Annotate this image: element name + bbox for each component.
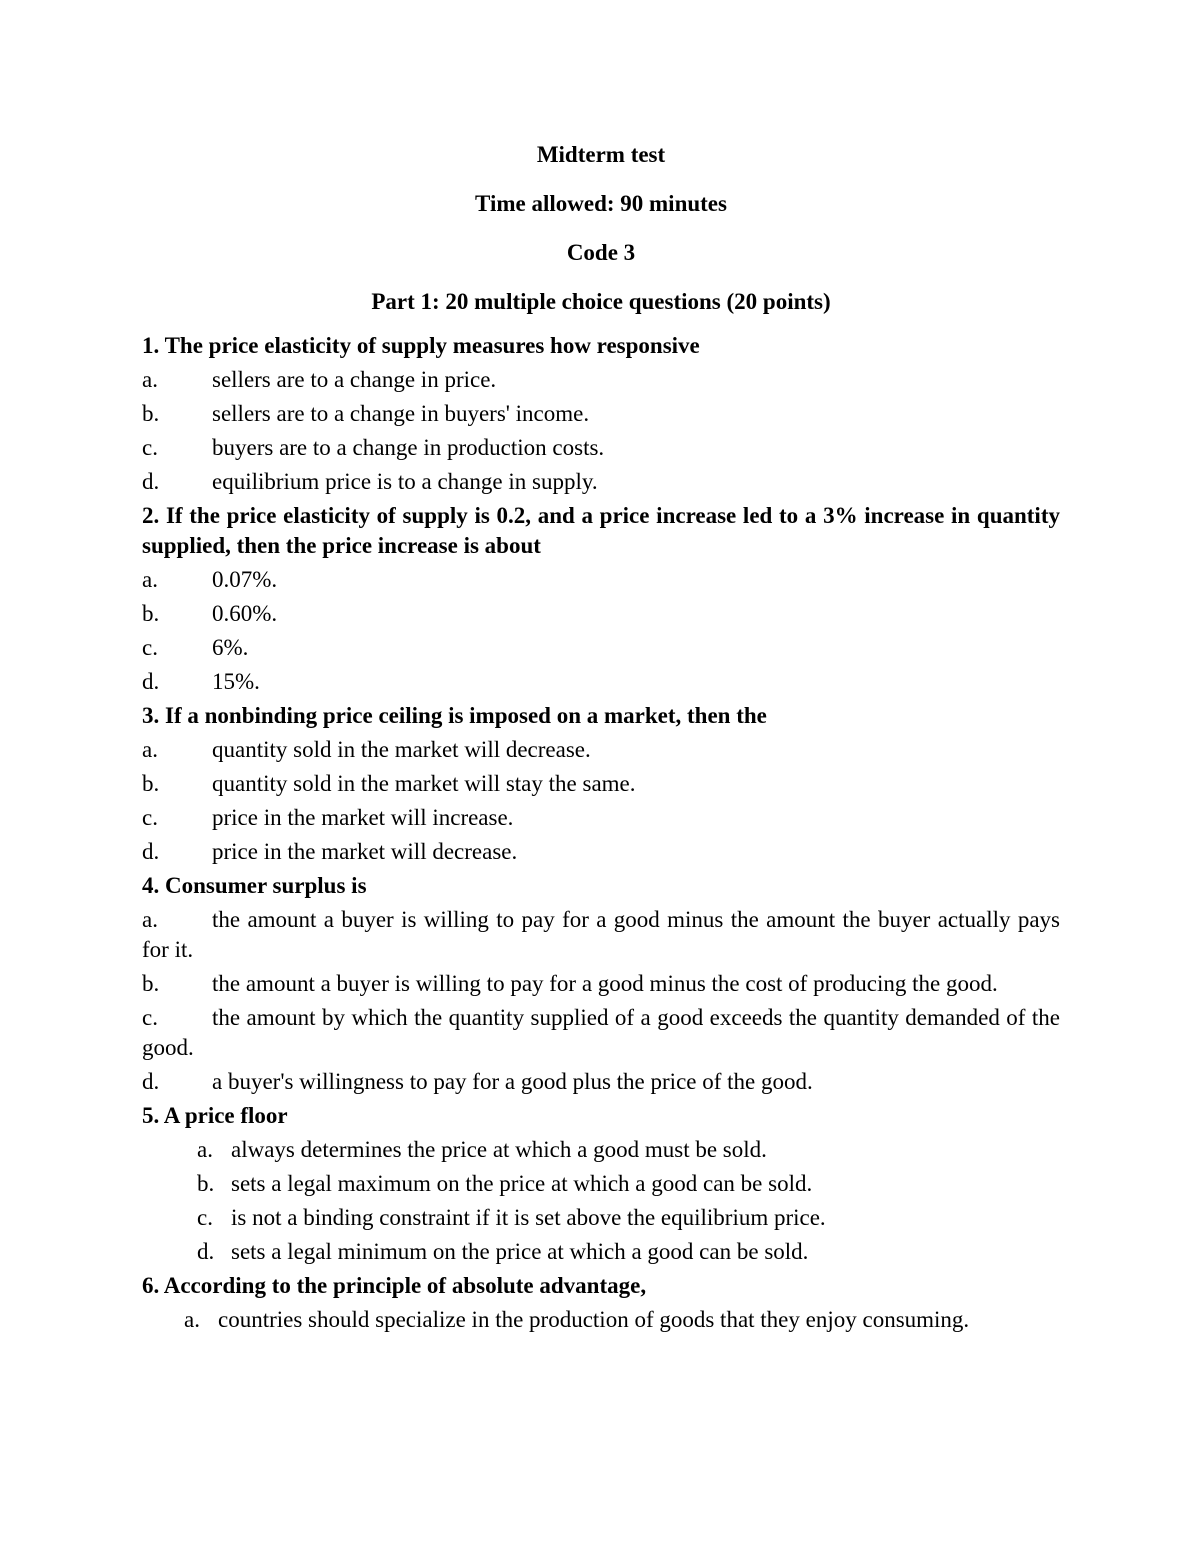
question-4 [142, 871, 1060, 1097]
option-letter: d. [142, 839, 160, 864]
option-text: quantity sold in the market will stay the same. [212, 771, 636, 796]
question-stem: 3. If a nonbinding price ceiling is imposed on a market, then the [142, 703, 767, 728]
exam-title: Midterm test [536, 142, 666, 167]
option-b [142, 399, 1060, 429]
option-d [142, 467, 1060, 497]
option-text: sellers are to a change in price. [212, 367, 497, 392]
option-d [142, 667, 1060, 697]
option-text: price in the market will decrease. [212, 839, 518, 864]
option-letter: a. [142, 567, 158, 592]
option-text: 0.07%. [212, 567, 278, 592]
part-heading: Part 1: 20 multiple choice questions (20 points) [371, 289, 831, 314]
option-text: the amount by which the quantity supplied of a good exceeds the quantity demanded of the good. [142, 1005, 1060, 1060]
option-letter: a. [142, 907, 158, 932]
option-text: 15%. [212, 669, 260, 694]
option-c [142, 1203, 1060, 1233]
option-text: 0.60%. [212, 601, 278, 626]
option-letter: d. [142, 669, 160, 694]
option-letter: d. [142, 469, 160, 494]
option-text: sellers are to a change in buyers' income. [212, 401, 590, 426]
option-a [142, 905, 1060, 965]
question-stem: 6. According to the principle of absolute advantage, [142, 1273, 647, 1298]
option-letter: b. [142, 971, 160, 996]
option-b [142, 599, 1060, 629]
option-text: the amount a buyer is willing to pay for a good minus the amount the buyer actually pays for it. [142, 907, 1060, 962]
question-5 [142, 1101, 1060, 1267]
option-text: sets a legal maximum on the price at which a good can be sold. [231, 1171, 813, 1196]
option-text: always determines the price at which a good must be sold. [231, 1137, 767, 1162]
option-letter: b. [142, 771, 160, 796]
option-letter: a. [142, 367, 158, 392]
option-b [142, 769, 1060, 799]
option-text: sets a legal minimum on the price at which a good can be sold. [231, 1239, 809, 1264]
option-d [142, 1067, 1060, 1097]
question-6 [142, 1271, 1060, 1335]
option-letter: d. [142, 1069, 160, 1094]
option-letter: b. [197, 1171, 215, 1196]
option-a [142, 735, 1060, 765]
question-stem: 4. Consumer surplus is [142, 873, 367, 898]
option-c [142, 1003, 1060, 1063]
option-d [142, 1237, 1060, 1267]
option-a [142, 1135, 1060, 1165]
question-stem: 5. A price floor [142, 1103, 288, 1128]
time-allowed: Time allowed: 90 minutes [475, 191, 727, 216]
option-letter: a. [197, 1137, 213, 1162]
option-letter: d. [197, 1239, 215, 1264]
option-b [142, 1169, 1060, 1199]
question-stem: 2. If the price elasticity of supply is 0.2, and a price increase led to a 3% increase in quantity supplied, then the price increase is about [142, 503, 1060, 558]
question-stem: 1. The price elasticity of supply measures how responsive [142, 333, 700, 358]
option-letter: c. [142, 635, 158, 660]
option-text: price in the market will increase. [212, 805, 514, 830]
question-2 [142, 501, 1060, 697]
question-3 [142, 701, 1060, 867]
exam-code: Code 3 [566, 240, 636, 265]
option-letter: c. [197, 1205, 213, 1230]
option-text: 6%. [212, 635, 249, 660]
exam-page [142, 140, 1060, 1339]
question-1 [142, 331, 1060, 497]
option-letter: b. [142, 601, 160, 626]
option-text: the amount a buyer is willing to pay for a good minus the cost of producing the good. [212, 971, 998, 996]
option-letter: c. [142, 435, 158, 460]
option-b [142, 969, 1060, 999]
option-c [142, 803, 1060, 833]
option-text: quantity sold in the market will decrease. [212, 737, 591, 762]
option-text: a buyer's willingness to pay for a good plus the price of the good. [212, 1069, 813, 1094]
option-text: countries should specialize in the production of goods that they enjoy consuming. [218, 1307, 970, 1332]
option-c [142, 633, 1060, 663]
option-letter: a. [184, 1307, 200, 1332]
option-a [142, 365, 1060, 395]
option-text: buyers are to a change in production costs. [212, 435, 605, 460]
option-text: is not a binding constraint if it is set above the equilibrium price. [231, 1205, 826, 1230]
option-d [142, 837, 1060, 867]
option-letter: a. [142, 737, 158, 762]
option-c [142, 433, 1060, 463]
option-a [142, 565, 1060, 595]
option-text: equilibrium price is to a change in supply. [212, 469, 598, 494]
option-letter: b. [142, 401, 160, 426]
option-letter: c. [142, 1005, 158, 1030]
option-a [142, 1305, 1060, 1335]
option-letter: c. [142, 805, 158, 830]
